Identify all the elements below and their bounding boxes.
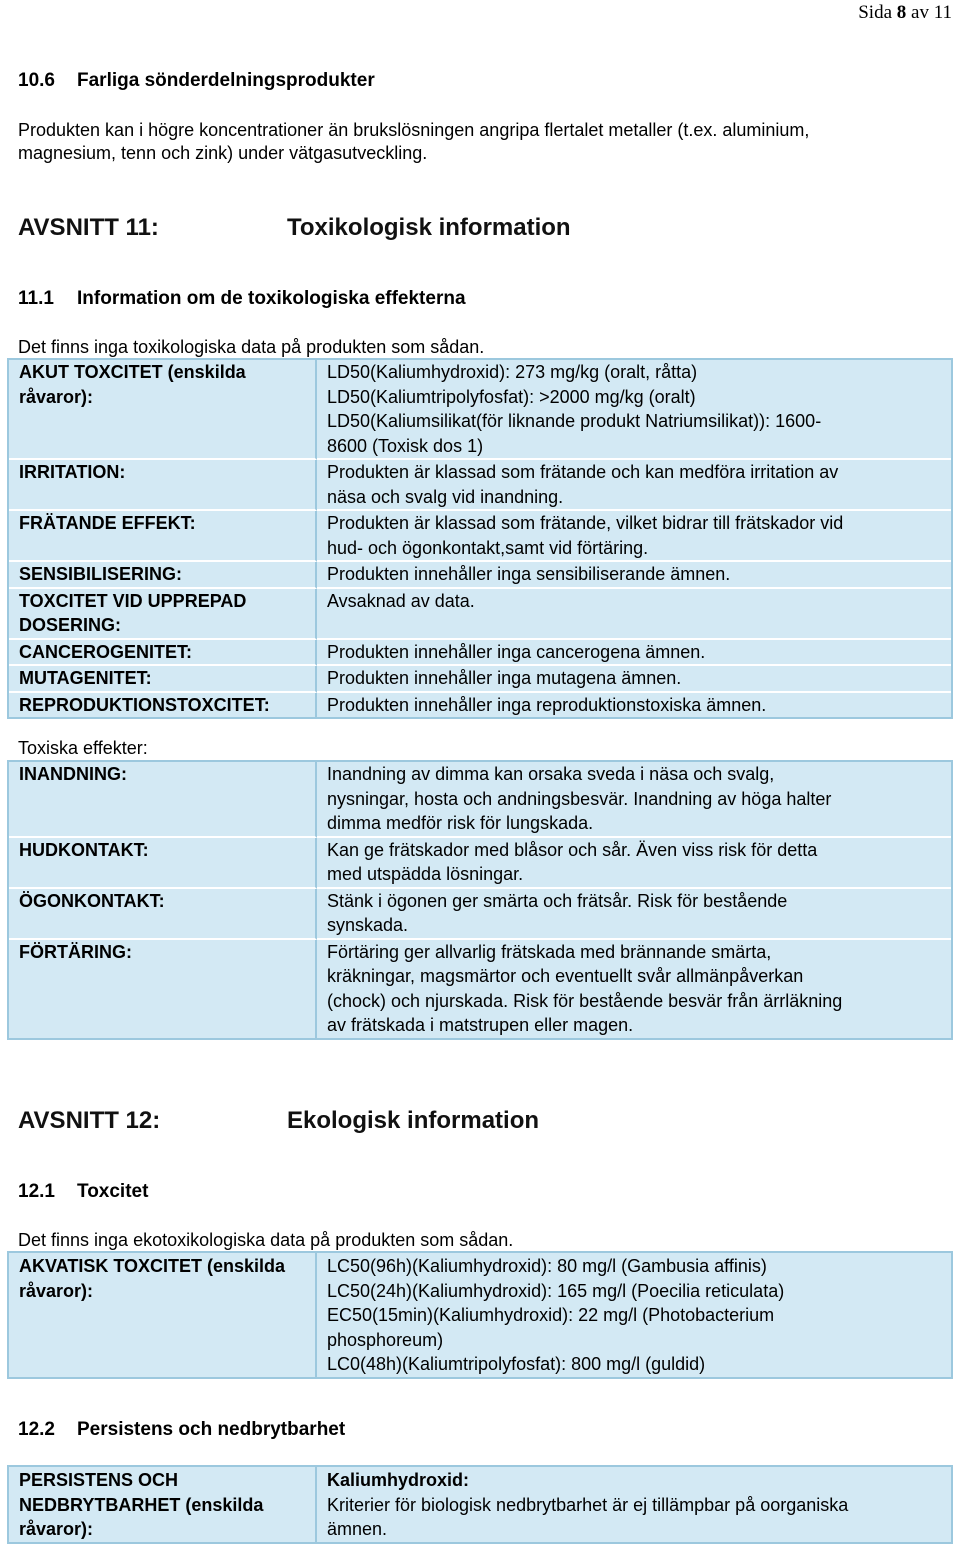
row-value: Kan ge frätskador med blåsor och sår. Även viss risk för detta med utspädda lösningar. (317, 838, 951, 889)
section-10-6-text: Produkten kan i högre koncentrationer än brukslösningen angripa flertalet metaller (t.ex. aluminium, magnesium, tenn och zink) under vätgasutveckling. (18, 120, 810, 163)
row-value: Förtäring ger allvarlig frätskada med brännande smärta, kräkningar, magsmärtor och eventuellt svår allmänpåverkan (chock) och njurskada. Risk för bestående besvär från ärrläkning av frätskada i matstrupen eller magen. (327, 941, 843, 1035)
table-row (9, 666, 951, 693)
row-label: REPRODUKTIONSTOXCITET: (9, 693, 317, 718)
row-label: PERSISTENS OCH NEDBRYTBARHET (enskilda råvaror): (9, 1467, 317, 1542)
section-12-1-heading: 12.1 Toxcitet (18, 1181, 149, 1202)
row-value: Inandning av dimma kan orsaka sveda i näsa och svalg, nysningar, hosta och andningsbesvär. Inandning av höga halter dimma medför risk för lungskada. (317, 762, 951, 838)
table-row (9, 360, 951, 460)
row-value: LD50(Kaliumhydroxid): 273 mg/kg (oralt, råtta) LD50(Kaliumtripolyfosfat): >2000 mg/kg (oralt) LD50(Kaliumsilikat(för liknande produkt Natriumsilikat)): 1600- 8600 (Toxisk dos 1) (317, 360, 951, 460)
row-label: IRRITATION: (9, 460, 317, 511)
row-value: Kaliumhydroxid: Kriterier för biologisk nedbrytbarhet är ej tillämpbar på oorganiska ämnen. (327, 1470, 849, 1539)
table-row (9, 589, 951, 640)
row-value: Produkten innehåller inga reproduktionstoxiska ämnen. (327, 694, 767, 715)
row-label: AKUT TOXCITET (enskilda råvaror): (9, 360, 317, 460)
section-12-label: AVSNITT 12: (18, 1107, 161, 1134)
section-12-1-intro: Det finns inga ekotoxikologiska data på produkten som sådan. (18, 1230, 514, 1250)
section-12-title: Ekologisk information (287, 1107, 540, 1134)
section-11-label: AVSNITT 11: (18, 214, 159, 241)
persistence-table (7, 1465, 953, 1544)
table-row (9, 940, 951, 1038)
effects-heading: Toxiska effekter: (18, 738, 148, 758)
section-11-1-heading: 11.1 Information om de toxikologiska effekterna (18, 288, 466, 309)
row-label: HUDKONTAKT: (9, 838, 317, 889)
table-row (9, 693, 951, 718)
section-10-6-heading: 10.6 Farliga sönderdelningsprodukter (18, 70, 375, 91)
row-label: ÖGONKONTAKT: (9, 889, 317, 940)
row-value: Produkten innehåller inga cancerogena ämnen. (317, 640, 951, 667)
table-row (9, 838, 951, 889)
section-12-2-heading: 12.2 Persistens och nedbrytbarhet (18, 1419, 346, 1440)
row-value: Avsaknad av data. (317, 589, 951, 640)
row-value: Produkten innehåller inga mutagena ämnen. (317, 666, 951, 693)
table-row (9, 762, 951, 838)
table-row (9, 640, 951, 667)
page-number: Sida 8 av 11 (858, 2, 952, 23)
row-value: Produkten innehåller inga sensibiliserande ämnen. (317, 562, 951, 589)
row-label: CANCEROGENITET: (9, 640, 317, 667)
table-row (9, 1467, 951, 1542)
effects-table (7, 760, 953, 1040)
table-row (9, 511, 951, 562)
row-label: AKVATISK TOXCITET (enskilda råvaror): (9, 1253, 317, 1377)
table-row (9, 889, 951, 940)
table-row (9, 562, 951, 589)
row-label: FÖRTÄRING: (9, 940, 317, 1038)
row-value: Stänk i ögonen ger smärta och frätsår. Risk för bestående synskada. (317, 889, 951, 940)
toxicity-table (7, 358, 953, 719)
row-value: LC50(96h)(Kaliumhydroxid): 80 mg/l (Gambusia affinis) LC50(24h)(Kaliumhydroxid): 165 mg/l (Poecilia reticulata) EC50(15min)(Kaliumhydroxid): 22 mg/l (Photobacterium phosphoreum) LC0(48h)(Kaliumtripolyfosfat): 800 mg/l (guldid) (327, 1256, 785, 1374)
row-value: Produkten är klassad som frätande, vilket bidrar till frätskador vid hud- och ögonkontakt,samt vid förtäring. (317, 511, 951, 562)
section-11-1-intro: Det finns inga toxikologiska data på produkten som sådan. (18, 337, 485, 357)
row-label: FRÄTANDE EFFEKT: (9, 511, 317, 562)
aquatic-toxicity-table (7, 1251, 953, 1379)
row-label: MUTAGENITET: (9, 666, 317, 693)
section-11-title: Toxikologisk information (287, 214, 571, 241)
row-label: INANDNING: (9, 762, 317, 838)
table-row (9, 460, 951, 511)
row-value: Produkten är klassad som frätande och kan medföra irritation av näsa och svalg vid inandning. (317, 460, 951, 511)
row-label: TOXCITET VID UPPREPAD DOSERING: (9, 589, 317, 640)
row-label: SENSIBILISERING: (9, 562, 317, 589)
table-row (9, 1253, 951, 1377)
